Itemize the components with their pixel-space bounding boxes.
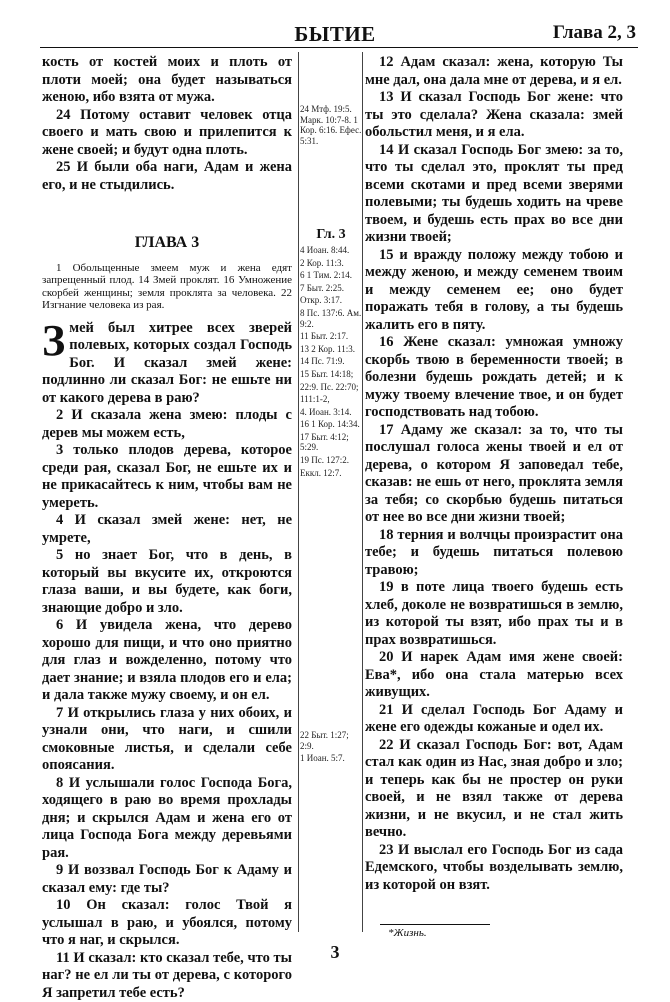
cross-reference-column <box>300 54 362 766</box>
cross-reference: 6 1 Тим. 2:14. <box>300 270 362 281</box>
cross-reference: 17 Быт. 4:12; 5:29. <box>300 432 362 453</box>
cross-reference: 7 Быт. 2:25. <box>300 283 362 294</box>
cross-reference: 22:9. Пс. 22:70; <box>300 382 362 393</box>
verse-text: 11 И сказал: кто сказал тебе, что ты наг? не ел ли ты от дерева, с которого Я запретил тебе есть? <box>42 950 292 1002</box>
cross-reference: 13 2 Кор. 11:3. <box>300 344 362 355</box>
cross-reference: 2 Кор. 11:3. <box>300 258 362 269</box>
verse-text: 22 И сказал Господь Бог: вот, Адам стал как один из Нас, зная добро и зло; и теперь как бы не простер он руки своей, и не взял также от дерева жизни, и не вкусил, и не стал жить вечно. <box>365 737 623 842</box>
column-divider-left <box>298 52 299 932</box>
cross-reference: 19 Пс. 127:2. <box>300 455 362 466</box>
verse-1 <box>42 320 292 408</box>
verse-text: 18 терния и волчцы произрастит она тебе; и будешь питаться полевою травою; <box>365 527 623 580</box>
chapter-ref-label: Гл. 3 <box>300 230 362 241</box>
cross-reference: 24 Мтф. 19:5. Марк. 10:7-8. 1 Кор. 6:16. Ефес. 5:31. <box>300 104 362 146</box>
cross-reference: 4 Иоан. 8:44. <box>300 245 362 256</box>
verse-text: 4 И сказал змей жене: нет, не умрете, <box>42 512 292 547</box>
left-text-column <box>42 54 292 1002</box>
cross-reference: 4. Иоан. 3:14. <box>300 407 362 418</box>
verse-text: кость от костей моих и плоть от плоти моей; она будет называться женою, ибо взята от мужа. <box>42 54 292 107</box>
verse-text: 25 И были оба наги, Адам и жена его, и не стыдились. <box>42 159 292 194</box>
verse-text: 12 Адам сказал: жена, которую Ты мне дал, она дала мне от дерева, и я ел. <box>365 54 623 89</box>
cross-reference: 16 1 Кор. 14:34. <box>300 419 362 430</box>
book-title: БЫТИЕ <box>0 22 670 47</box>
verse-text: 19 в поте лица твоего будешь есть хлеб, доколе не возвратишься в землю, из которой ты взят, ибо прах ты и в прах возвратишься. <box>365 579 623 649</box>
verse-text: 13 И сказал Господь Бог жене: что ты это сделала? Жена сказала: змей обольстил меня, и я ела. <box>365 89 623 142</box>
cross-reference: 111:1-2, <box>300 394 362 405</box>
verse-text: 17 Адаму же сказал: за то, что ты послушал голоса жены твоей и ел от дерева, о котором Я заповедал тебе, сказав: не ешь от него, проклята земля за тебя; со скорбью будешь питаться от нее во все дни жизни твоей; <box>365 422 623 527</box>
chapter-heading: ГЛАВА 3 <box>42 234 292 252</box>
verse-text: 2 И сказала жена змею: плоды с дерев мы можем есть, <box>42 407 292 442</box>
page-number: 3 <box>0 942 670 963</box>
cross-reference: Еккл. 12:7. <box>300 468 362 479</box>
cross-reference: 11 Быт. 2:17. <box>300 331 362 342</box>
verse-text: 14 И сказал Господь Бог змею: за то, что ты сделал это, проклят ты пред всеми скотами и пред всеми зверями полевыми; ты будешь ходить на чреве твоем, и будешь есть прах во все дни жизни твоей; <box>365 142 623 247</box>
verse-text: 10 Он сказал: голос Твой я услышал в раю, и убоялся, потому что я наг, и скрылся. <box>42 897 292 950</box>
verse-text: 20 И нарек Адам имя жене своей: Ева*, ибо она стала матерью всех живущих. <box>365 649 623 702</box>
cross-reference: 8 Пс. 137:6. Ам. 9:2. <box>300 308 362 329</box>
cross-reference: 14 Пс. 71:9. <box>300 356 362 367</box>
verse-text: 16 Жене сказал: умножая умножу скорбь твою в беременности твоей; в болезни будешь рождать детей; и к мужу твоему влечение твое, и он будет господствовать над тобою. <box>365 334 623 422</box>
cross-reference: Откр. 3:17. <box>300 295 362 306</box>
drop-cap: З <box>42 322 65 360</box>
footnote: *Жизнь. <box>388 927 427 939</box>
verse-1-text: мей был хитрее всех зверей полевых, которых создал Господь Бог. И сказал змей жене: подлинно ли сказал Бог: не ешьте ни от какого дерева в раю? <box>42 320 292 406</box>
cross-reference: 22 Быт. 1:27; 2:9. <box>300 730 362 751</box>
verse-text: 21 И сделал Господь Бог Адаму и жене его одежды кожаные и одел их. <box>365 702 623 737</box>
verse-text: 7 И открылись глаза у них обоих, и узнали они, что наги, и сшили смоковные листья, и сделали себе опоясания. <box>42 705 292 775</box>
verse-text: 24 Потому оставит человек отца своего и мать свою и прилепится к жене своей; и будут одна плоть. <box>42 107 292 160</box>
cross-reference: 15 Быт. 14:18; <box>300 369 362 380</box>
chapter-summary: 1 Обольщенные змеем муж и жена едят запрещенный плод. 14 Змей проклят. 16 Умножение скорбей женщины; земля проклята за человека. 22 Изгнание человека из рая. <box>42 262 292 312</box>
verse-text: 8 И услышали голос Господа Бога, ходящего в раю во время прохлады дня; и скрылся Адам и жена его от лица Господа Бога между деревьями рая. <box>42 775 292 863</box>
right-text-column <box>365 54 623 894</box>
footnote-rule <box>380 924 490 925</box>
header-rule <box>40 47 638 48</box>
verse-text: 3 только плодов дерева, которое среди рая, сказал Бог, не ешьте их и не прикасайтесь к ним, чтобы вам не умереть. <box>42 442 292 512</box>
cross-reference: 1 Иоан. 5:7. <box>300 753 362 764</box>
verse-text: 23 И выслал его Господь Бог из сада Едемского, чтобы возделывать землю, из которой он взят. <box>365 842 623 895</box>
verse-text: 5 но знает Бог, что в день, в который вы вкусите их, откроются глаза ваши, и вы будете, как боги, знающие добро и зло. <box>42 547 292 617</box>
column-divider-right <box>362 52 363 932</box>
verse-text: 6 И увидела жена, что дерево хорошо для пищи, и что оно приятно для глаз и вожделенно, потому что дает знание; и взяла плодов его и ела; и дала также мужу своему, и он ел. <box>42 617 292 705</box>
verse-text: 15 и вражду положу между тобою и между женою, и между семенем твоим и между семенем ее; оно будет поражать тебя в голову, а ты будешь жалить его в пяту. <box>365 247 623 335</box>
chapter-indicator: Глава 2, 3 <box>553 22 636 44</box>
verse-text: 9 И воззвал Господь Бог к Адаму и сказал ему: где ты? <box>42 862 292 897</box>
